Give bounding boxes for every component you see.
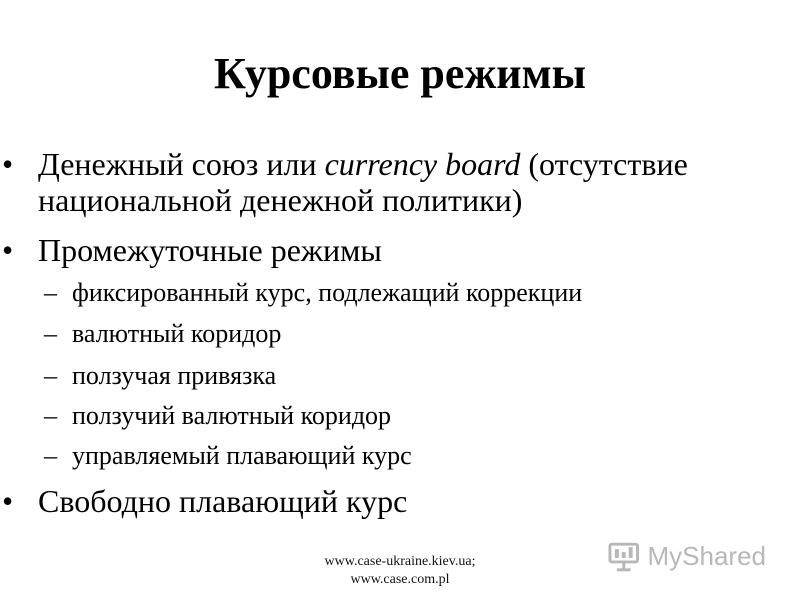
slide-title: Курсовые режимы [214,49,586,98]
logo-text: MyShared [647,540,766,571]
sub-item: ползучая привязка [72,361,277,390]
sub-item-dash: – [44,361,57,390]
presentation-board-icon [606,538,642,574]
bullet-item-intermediate-regimes: Промежуточные режимы [38,232,382,268]
bullet-text-part: (отсутствие [520,146,688,182]
footer-line: www.case-ukraine.kiev.ua; [324,554,476,569]
sub-item-dash: – [44,401,57,430]
bullet-item-free-floating: Свободно плавающий курс [38,483,408,519]
bullet-item-currency-union [38,146,798,218]
sub-item-dash: – [44,319,57,348]
sub-item: ползучий валютный коридор [72,401,392,430]
footer-line: www.case.com.pl [350,572,450,587]
sub-item-dash: – [44,278,57,307]
bullet-marker: • [2,232,14,268]
slide-footer [290,553,510,589]
bullet-text-line2: национальной денежной политики) [38,182,523,218]
bullet-marker: • [2,146,14,182]
myshared-logo [606,536,766,576]
sub-item: валютный коридор [72,319,282,348]
sub-item: управляемый плавающий курс [72,441,412,470]
bullet-marker: • [2,483,14,519]
sub-item: фиксированный курс, подлежащий коррекции [72,278,583,307]
sub-item-dash: – [44,441,57,470]
bullet-text-part: Денежный союз или [38,146,325,182]
bullet-text-italic: currency board [324,146,521,182]
